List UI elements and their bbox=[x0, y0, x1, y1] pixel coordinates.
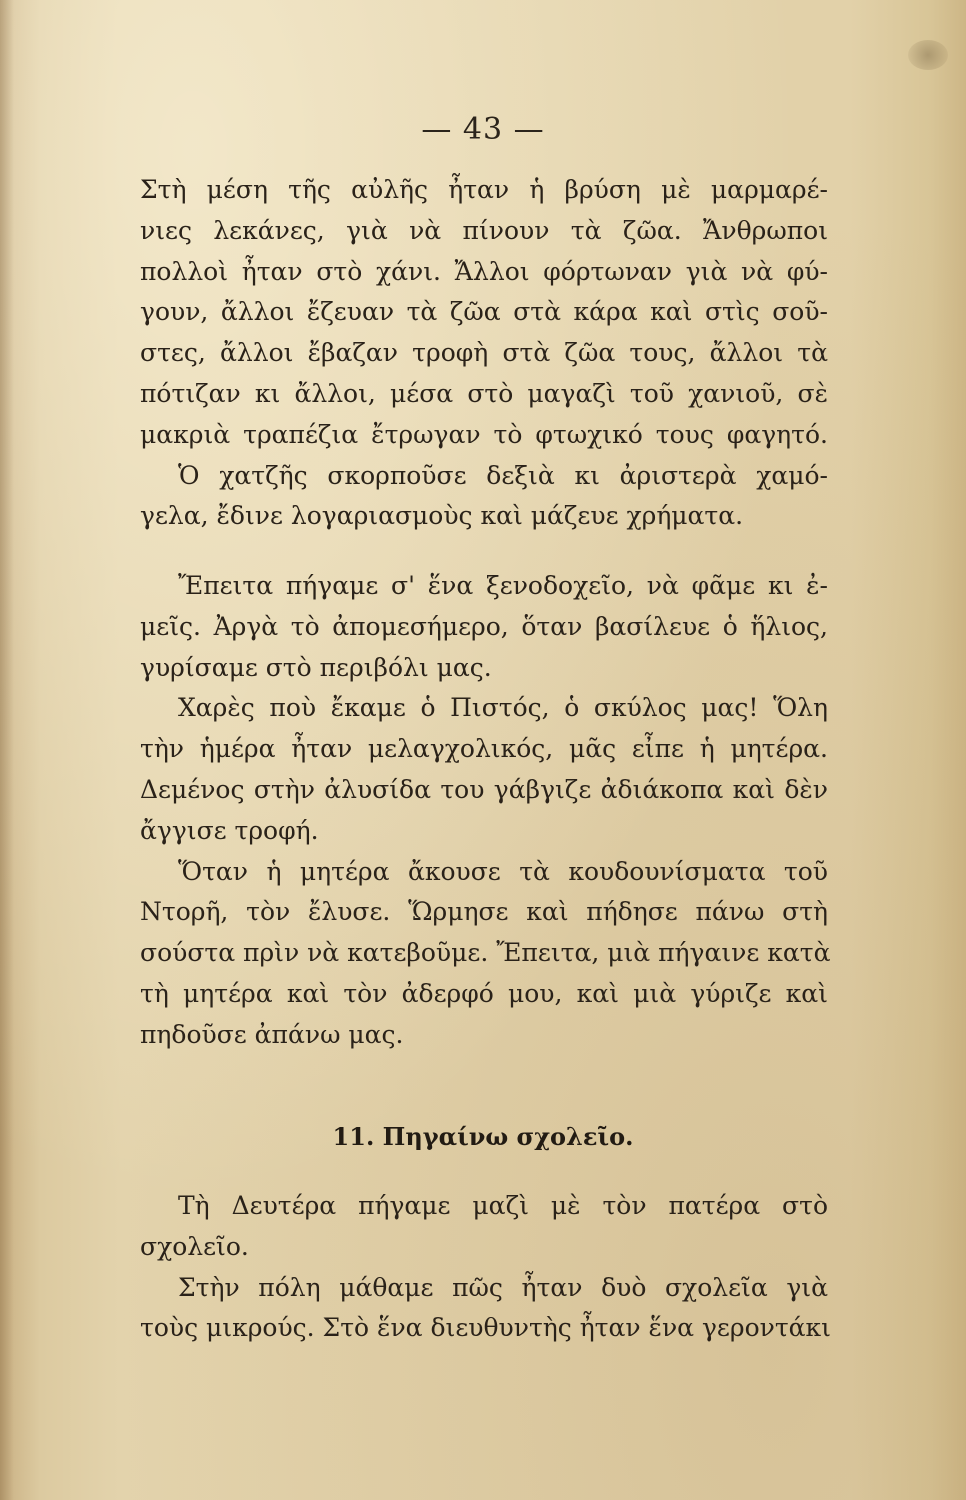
text-line: γουν, ἄλλοι ἔζευαν τὰ ζῶα στὰ κάρα καὶ στὶς σοῦ- bbox=[140, 297, 828, 327]
text-line: πότιζαν κι ἄλλοι, μέσα στὸ μαγαζὶ τοῦ χανιοῦ, σὲ bbox=[140, 378, 828, 408]
text-line: σχολεῖο. bbox=[140, 1231, 249, 1261]
text-line: Στὴν πόλη μάθαμε πῶς ἦταν δυὸ σχολεῖα γιὰ bbox=[178, 1272, 828, 1302]
text-line: Ὁ χατζῆς σκορποῦσε δεξιὰ κι ἀριστερὰ χαμό- bbox=[178, 460, 828, 490]
text-line: Ντορῆ, τὸν ἔλυσε. Ὥρμησε καὶ πήδησε πάνω στὴ bbox=[140, 897, 828, 927]
text-line: Χαρὲς ποὺ ἔκαμε ὁ Πιστός, ὁ σκύλος μας! Ὅλη bbox=[178, 693, 828, 723]
text-line: πολλοὶ ἦταν στὸ χάνι. Ἄλλοι φόρτωναν γιὰ νὰ φύ- bbox=[140, 256, 828, 286]
text-block-bottom bbox=[140, 1186, 831, 1349]
text-line: Ὅταν ἡ μητέρα ἄκουσε τὰ κουδουνίσματα τοῦ bbox=[178, 856, 828, 886]
text-line: τὴν ἡμέρα ἦταν μελαγχολικός, μᾶς εἶπε ἡ μητέρα. bbox=[140, 734, 828, 764]
text-line: γυρίσαμε στὸ περιβόλι μας. bbox=[140, 652, 492, 682]
text-block-top bbox=[140, 170, 828, 537]
text-line: στες, ἄλλοι ἔβαζαν τροφὴ στὰ ζῶα τους, ἄλλοι τὰ bbox=[140, 338, 828, 368]
text-line: πηδοῦσε ἀπάνω μας. bbox=[140, 1019, 404, 1049]
text-block-middle bbox=[140, 566, 831, 1056]
text-line: Τὴ Δευτέρα πήγαμε μαζὶ μὲ τὸν πατέρα στὸ bbox=[178, 1191, 828, 1220]
text-line: σούστα πρὶν νὰ κατεβοῦμε. Ἔπειτα, μιὰ πήγαινε κατὰ bbox=[140, 938, 831, 968]
text-line: Ἔπειτα πήγαμε σ' ἕνα ξενοδοχεῖο, νὰ φᾶμε κι ἐ- bbox=[178, 571, 828, 600]
text-line: τὴ μητέρα καὶ τὸν ἀδερφό μου, καὶ μιὰ γύριζε καὶ bbox=[140, 978, 828, 1008]
text-line: τοὺς μικρούς. Στὸ ἕνα διευθυντὴς ἦταν ἕνα γεροντάκι bbox=[140, 1313, 831, 1343]
binding-shadow bbox=[0, 0, 14, 1500]
text-line: γελα, ἔδινε λογαριασμοὺς καὶ μάζευε χρήματα. bbox=[140, 501, 744, 531]
text-line: μεῖς. Ἀργὰ τὸ ἀπομεσήμερο, ὅταν βασίλευε ὁ ἥλιος, bbox=[140, 611, 828, 641]
page-number: — 43 — bbox=[421, 112, 545, 147]
text-line: Δεμένος στὴν ἀλυσίδα του γάβγιζε ἀδιάκοπα καὶ δὲν bbox=[140, 774, 828, 804]
text-line: μακριὰ τραπέζια ἔτρωγαν τὸ φτωχικό τους φαγητό. bbox=[140, 419, 828, 449]
text-line: ἄγγισε τροφή. bbox=[140, 815, 319, 845]
text-line: νιες λεκάνες, γιὰ νὰ πίνουν τὰ ζῶα. Ἄνθρωποι bbox=[140, 215, 828, 245]
paper-stain bbox=[908, 40, 948, 70]
section-heading: 11. Πηγαίνω σχολεῖο. bbox=[332, 1122, 634, 1151]
text-line: Στὴ μέση τῆς αὐλῆς ἦταν ἡ βρύση μὲ μαρμαρέ- bbox=[140, 175, 828, 204]
